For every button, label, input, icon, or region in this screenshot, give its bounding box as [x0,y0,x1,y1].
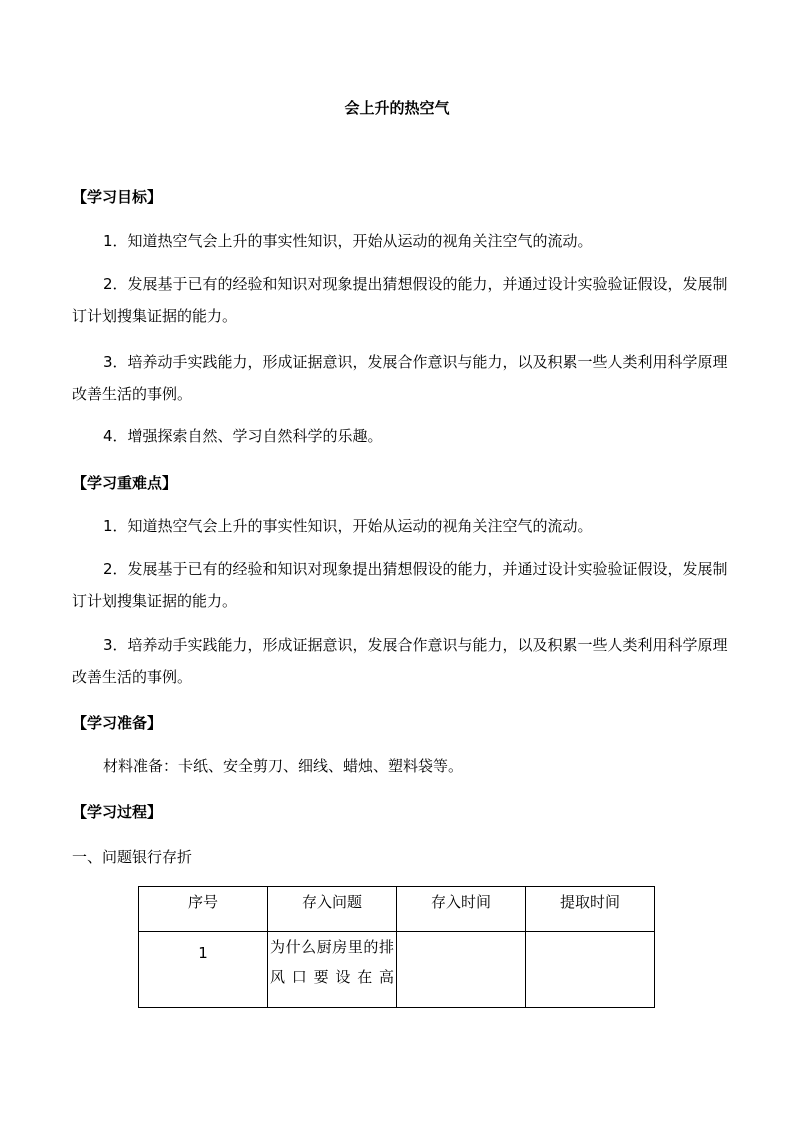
goals-heading: 【学习目标】 [72,188,163,206]
goal-item-1: 1．知道热空气会上升的事实性知识，开始从运动的视角关注空气的流动。 [103,232,593,250]
header-number: 序号 [139,887,268,932]
cell-deposit-time [397,932,526,1008]
header-withdraw-time: 提取时间 [526,887,655,932]
question-bank-table [138,886,655,1008]
process-subheading: 一、问题银行存折 [72,848,193,866]
table-header-row [139,887,655,932]
key-point-item-3: 3．培养动手实践能力，形成证据意识，发展合作意识与能力，以及积累一些人类利用科学原理改善生活的事例。 [72,636,728,686]
cell-question [268,932,397,1008]
page-title: 会上升的热空气 [344,99,450,117]
key-point-item-2: 2．发展基于已有的经验和知识对现象提出猜想假设的能力，并通过设计实验验证假设，发展制订计划搜集证据的能力。 [72,560,728,610]
process-heading: 【学习过程】 [72,803,163,821]
cell-question-text: 为什么厨房里的排风口要设在高 [270,938,394,986]
cell-withdraw-time [526,932,655,1008]
preparation-heading: 【学习准备】 [72,714,163,732]
key-point-item-1: 1．知道热空气会上升的事实性知识，开始从运动的视角关注空气的流动。 [103,517,593,535]
preparation-text: 材料准备：卡纸、安全剪刀、细线、蜡烛、塑料袋等。 [103,757,464,775]
header-question: 存入问题 [268,887,397,932]
key-points-heading: 【学习重难点】 [72,474,178,492]
goal-item-4: 4．增强探索自然、学习自然科学的乐趣。 [103,427,383,445]
cell-number: 1 [139,932,268,1008]
table-row [139,932,655,1008]
goal-item-3: 3．培养动手实践能力，形成证据意识，发展合作意识与能力，以及积累一些人类利用科学原理改善生活的事例。 [72,353,728,403]
header-deposit-time: 存入时间 [397,887,526,932]
goal-item-2: 2．发展基于已有的经验和知识对现象提出猜想假设的能力，并通过设计实验验证假设，发展制订计划搜集证据的能力。 [72,275,728,325]
